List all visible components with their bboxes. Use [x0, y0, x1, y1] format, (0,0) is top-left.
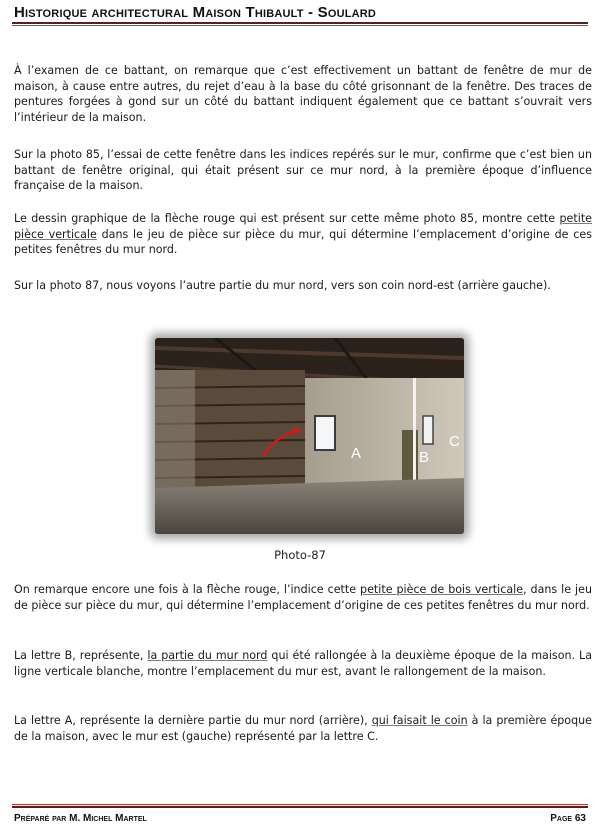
header-rule-red	[12, 25, 588, 26]
paragraph-5-text-b: , dans le jeu de pièce sur pièce du mur, qui détermine l’emplacement d’origine de ces petites fenêtres du mur nord.	[14, 583, 592, 612]
paragraph-7	[14, 713, 592, 744]
photo-label-c: C	[449, 433, 460, 450]
photo-label-b: B	[419, 449, 430, 466]
page-header-title: Historique architectural Maison Thibault - Soulard	[14, 4, 377, 21]
paragraph-7-underlined: qui faisait le coin	[371, 714, 468, 727]
paragraph-7-text-a: La lettre A, représente la dernière partie du mur nord (arrière),	[14, 714, 372, 727]
paragraph-3-text-a: Le dessin graphique de la flèche rouge qui est présent sur cette même photo 85, montre cette	[14, 212, 560, 225]
photo-label-a: A	[351, 445, 362, 462]
paragraph-6-underlined: la partie du mur nord	[147, 649, 268, 662]
photo-87	[155, 338, 464, 534]
header-rule-dark	[12, 22, 588, 24]
paragraph-3-text-b: dans le jeu de pièce sur pièce du mur, qui détermine l’emplacement d’origine de ces petites fenêtres du mur nord.	[14, 227, 592, 257]
footer-rule-red	[12, 804, 588, 805]
paragraph-6-text-b: qui été rallongée à la deuxième époque de la maison. La ligne verticale blanche, montre l’emplacement du mur est, avant le rallongement de la maison.	[14, 649, 592, 678]
paragraph-1: À l’examen de ce battant, on remarque que c’est effectivement un battant de fenêtre de mur de maison, à cause entre autres, du rejet d’eau à la base du côté grisonnant de la fenêtre. Des traces de pentures forgées à gond sur un côté du battant indiquent également que ce battant s’ouvrait vers l’intérieur de la maison.	[14, 64, 592, 124]
paragraph-5-underlined: petite pièce de bois verticale	[360, 583, 524, 596]
paragraph-4: Sur la photo 87, nous voyons l’autre partie du mur nord, vers son coin nord-est (arrière gauche).	[14, 279, 551, 292]
paragraph-7-text-b: à la première époque de la maison, avec le mur est (gauche) représenté par la lettre C.	[14, 714, 592, 743]
paragraph-3-underlined: petite pièce verticale	[14, 212, 592, 241]
footer-page-number: Page 63	[550, 813, 586, 824]
paragraph-5	[14, 582, 592, 613]
photo-caption: Photo-87	[274, 548, 326, 562]
paragraph-2: Sur la photo 85, l’essai de cette fenêtre dans les indices repérés sur le mur, confirme que c’est bien un battant de fenêtre original, qui était présent sur ce mur nord, à la première époque d’influence française de la maison.	[14, 148, 592, 193]
footer-author: Préparé par M. Michel Martel	[14, 813, 147, 824]
paragraph-3	[14, 211, 592, 258]
footer-rule-dark	[12, 806, 588, 808]
paragraph-6	[14, 648, 592, 679]
paragraph-5-text-a: On remarque encore une fois à la flèche rouge, l’indice cette	[14, 583, 361, 596]
paragraph-6-text-a: La lettre B, représente,	[14, 649, 148, 662]
